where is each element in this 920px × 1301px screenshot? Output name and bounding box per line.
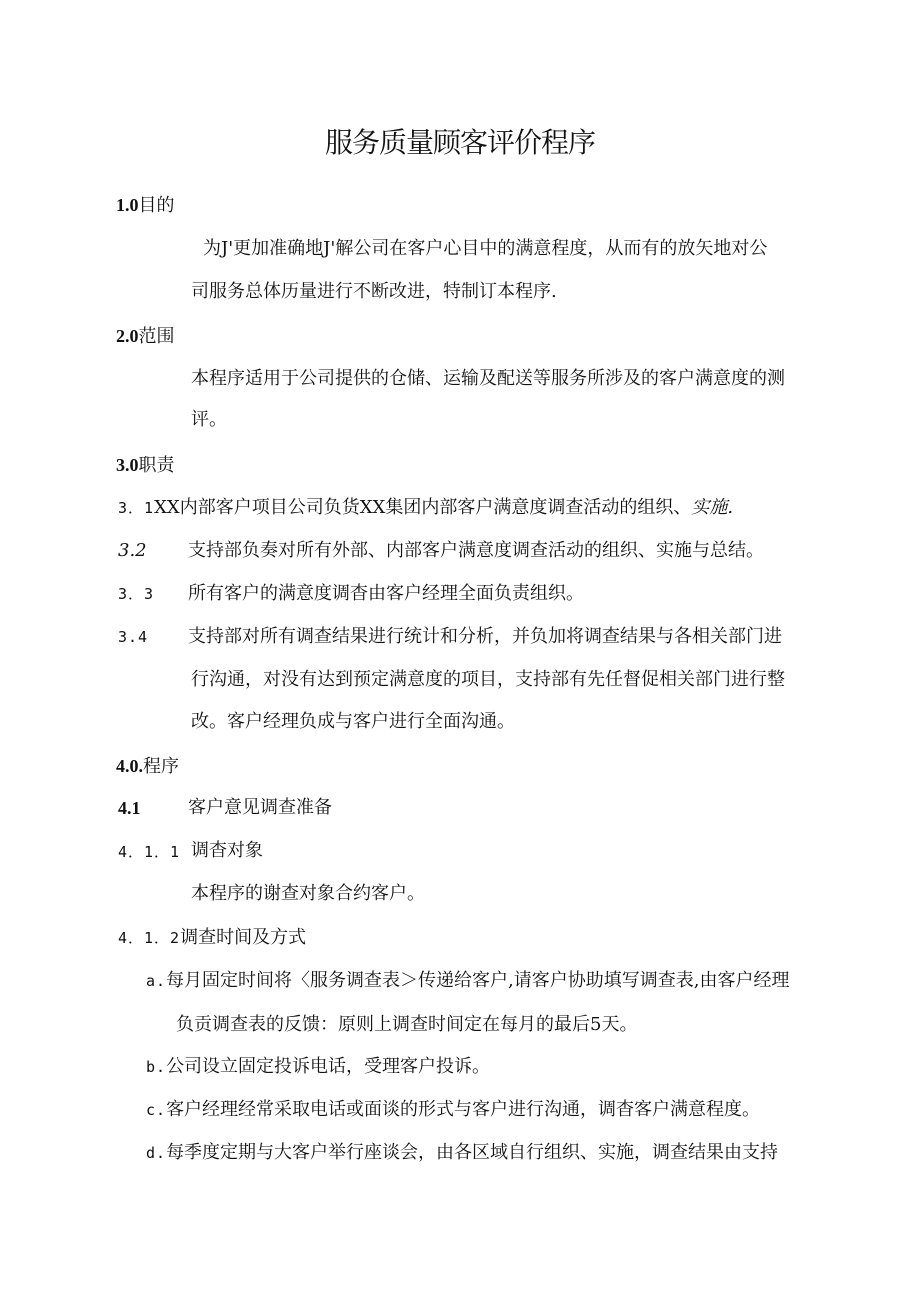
subsection-4-1-num: 4.1	[118, 798, 141, 818]
section-4-title: 程序	[143, 756, 179, 777]
list-item-c-label: c.	[146, 1101, 167, 1119]
item-3-4-line-2: 行沟通，对没有达到预定满意度的项目，支持部有先任督促相关部门进行整	[191, 669, 785, 690]
section-2-number: 2.0	[116, 326, 139, 346]
subsection-4-1-title: 客户意见调查准备	[188, 797, 332, 818]
item-3-3-text: 所有客户的满意度调杳由客户经理全面负责组织。	[188, 583, 584, 604]
list-item-c	[146, 1099, 760, 1121]
item-3-4-line-1: 支持部对所有调查结果进行统计和分析，并负加将调查结果与各相关部门进	[188, 626, 782, 647]
item-4-1-1-text: 本程序的谢查对象合约客户。	[191, 883, 425, 904]
item-3-1-text: XX内部客户项目公司负货XX集团内部客户满意度调查活动的组织、	[154, 497, 692, 518]
item-4-1-2	[118, 927, 306, 949]
section-2-heading	[116, 325, 175, 348]
list-item-b	[146, 1056, 490, 1078]
item-3-4-line-3: 改。客户经理负成与客户进行全面沟通。	[191, 711, 515, 732]
list-item-a-label: a.	[146, 972, 167, 990]
item-3-1-number: 3．1	[118, 499, 155, 517]
list-item-b-line-1: 公司设立固定投诉电话，受理客户投诉。	[166, 1056, 491, 1077]
section-4-number: 4.0.	[116, 756, 143, 776]
section-1-line-1: 为J'更加准确地J'解公司在客户心目中的满意程度，从而有的放矢地对公	[203, 238, 768, 259]
section-1-number: 1.0	[116, 195, 139, 215]
section-3-heading	[116, 454, 175, 477]
item-3-2-number: 3.2	[118, 540, 147, 561]
list-item-c-line-1: 客户经理经常采取电话或面谈的形式与客户进行沟通，调杳客户满意程度。	[166, 1099, 761, 1120]
list-item-b-label: b.	[146, 1058, 167, 1076]
section-3-title: 职责	[138, 455, 175, 476]
item-3-1	[118, 497, 733, 519]
list-item-d	[146, 1142, 778, 1164]
list-item-a-line-2: 负贡调查表的反馈：原则上调查时间定在每月的最后5天。	[176, 1014, 638, 1035]
item-3-2-text: 支持部负奏对所有外部、内部客户满意度调查活动的组织、实施与总结。	[188, 540, 764, 561]
section-2-line-1: 本程序适用于公司提供的仓储、运输及配送等服务所涉及的客户满意度的测	[191, 368, 785, 389]
item-4-1-2-number: 4．1．2	[118, 929, 181, 947]
page-title: 服务质量顾客评价程序	[324, 126, 595, 159]
item-4-1-1-title: 调杳对象	[191, 840, 263, 861]
section-1-heading	[116, 194, 175, 217]
section-4-heading	[116, 755, 179, 778]
section-2-line-2: 评。	[191, 409, 227, 430]
list-item-d-line-1: 每季度定期与大客户举行座谈会，由各区域自行组织、实施，调查结果由支持	[166, 1142, 779, 1163]
item-4-1-2-title: 调查时间及方式	[180, 927, 307, 948]
section-1-title: 目的	[138, 195, 175, 216]
list-item-a-line-1: 每月固定时间将〈服务调查表＞传递给客户,请客户协助填写调查表,由客户经理	[166, 970, 790, 991]
item-4-1-1-number: 4．1．1	[118, 843, 181, 861]
list-item-a	[146, 970, 790, 992]
section-3-number: 3.0	[116, 455, 139, 475]
subsection-4-1-number	[118, 797, 141, 820]
section-2-title: 范围	[138, 326, 175, 347]
section-1-line-2: 司服务总体历量进行不断改进，特制订本程序.	[191, 281, 557, 302]
item-3-3-number: 3．3	[118, 585, 155, 603]
item-3-1-tail: 实施.	[691, 497, 734, 518]
list-item-d-label: d.	[146, 1144, 167, 1162]
item-3-4-number: 3.4	[118, 628, 149, 646]
